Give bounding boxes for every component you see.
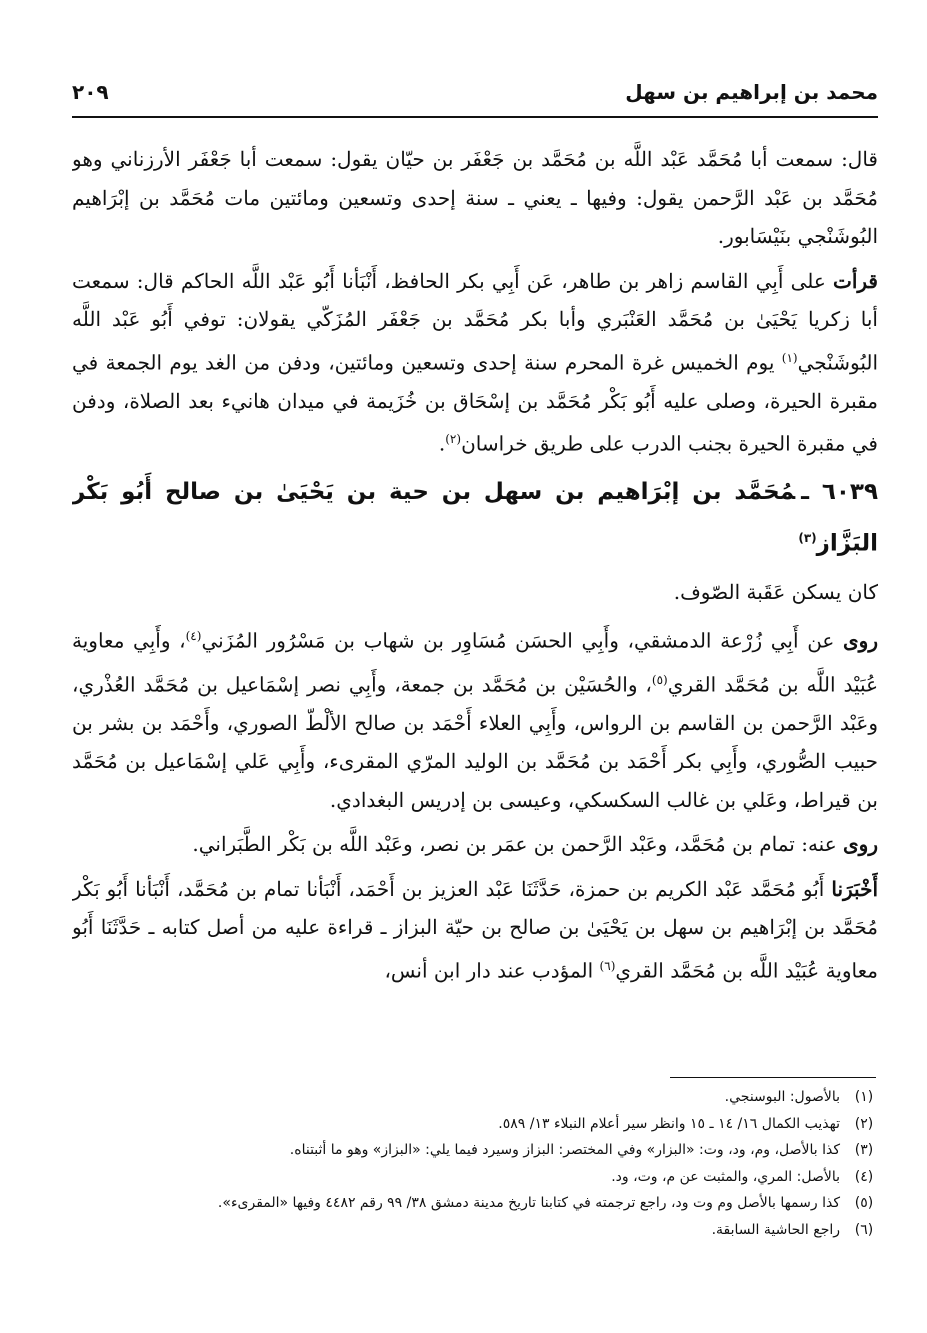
footnote-ref-3: (٣) [798, 531, 817, 546]
paragraph-3: كان يسكن عَقَبة الصّوف. [673, 579, 878, 604]
paragraph-6: أَخْبَرَنا أَبُو مُحَمَّد عَبْد الكريم بن حمزة، حَدَّثَنَا عَبْد العزيز بن أَحْمَد، أَنْبَأنا تمام بن مُحَمَّد، أَنْبَأنا أَبُو بَكْر مُحَمَّد بن إبْرَاهيم بن سهل بن يَحْيَىٰ بن صالح بن حيّة البزاز ـ قراءة عليه من أصل كتابه ـ حَدَّثَنَا أَبُو معاوية عُبَيْد اللَّه بن مُحَمَّد القري$^{(٦)}$ المؤدب عند دار ابن أنس، [72, 876, 878, 983]
footnote-rule [670, 1077, 876, 1078]
footnote-ref-1: (١) [781, 350, 798, 365]
paragraph-4: روى عن أَبِي زُرْعة الدمشقي، وأَبِي الحسَن مُسَاوِر بن شهاب بن مَسْرُور المُزَني$^{(٤)}$، وأَبِي معاوية عُبَيْد اللَّه بن مُحَمَّد القري$^{(٥)}$، والحُسَيْن بن مُحَمَّد بن جمعة، وأَبِي نصر إسْمَاعيل بن مُحَمَّد العُذْري، وعَبْد الرَّحمن بن القاسم بن الرواس، وأَبِي العلاء أَحْمَد بن صالح الألْطّ الصوري، وأَحْمَد بن بشر بن حبيب الصُّوري، وأَبِي بكر أَحْمَد بن مُحَمَّد بن الوليد المرّي المقرىء، وأَبِي عَلي إسْمَاعيل بن مُحَمَّد بن قيراط، وعَلي بن غالب السكسكي، وعيسى بن إدريس البغدادي. [72, 629, 878, 812]
footnote-ref-5: (٥) [651, 672, 668, 687]
entry-number: ٦٠٣٩ ـ [801, 479, 878, 506]
footnote: (٤) بالأصل: المري، والمثبت عن م، وت، ود. [611, 1168, 874, 1185]
paragraph-1: قال: سمعت أبا مُحَمَّد عَبْد اللَّه بن مُحَمَّد بن جَعْفَر بن حيّان يقول: سمعت أبا جَعْفَر الأرزناني وهو مُحَمَّد بن عَبْد الرَّحمن يقول: وفيها ـ يعني ـ سنة إحدى وتسعين ومائتين مات مُحَمَّد بن إبْرَاهيم البُوشَنْجي بنَيْسَابور. [72, 147, 878, 248]
running-header [72, 72, 878, 112]
running-title: محمد بن إبراهيم بن سهل [625, 80, 878, 104]
lead-word: روى [843, 832, 878, 857]
footnote-ref-2: (٢) [445, 432, 462, 447]
paragraph-2: قرأت على أَبِي القاسم زاهر بن طاهر، عَن أَبِي بكر الحافظ، أَنْبَأنا أَبُو عَبْد اللَّه الحاكم قال: سمعت أبا زكريا يَحْيَىٰ بن مُحَمَّد العَنْبَري وأبا بكر مُحَمَّد بن جَعْفَر المُزَكّي يقولان: توفي أَبُو عَبْد اللَّه البُوشَنْجي$^{(١)}$ يوم الخميس غرة المحرم سنة إحدى وتسعين ومائتين، ودفن من الغد يوم الجمعة في مقبرة الحيرة، وصلى عليه أَبُو بَكْر مُحَمَّد بن إسْحَاق بن خُزَيمة في ميدان هانيء بعد الصلاة، ودفن في مقبرة الحيرة بجنب الدرب على طريق خراسان$^{(٢)}$. [72, 268, 878, 456]
footnote-ref-6: (٦) [599, 958, 616, 973]
header-rule [72, 116, 878, 118]
footnote: (٢) تهذيب الكمال ١٦/ ١٤ ـ ١٥ وانظر سير أعلام النبلاء ١٣/ ٥٨٩. [498, 1115, 874, 1132]
page-number: ٢٠٩ [72, 80, 109, 104]
footnote-ref-4: (٤) [185, 629, 202, 644]
footnote: (٦) راجع الحاشية السابقة. [711, 1221, 874, 1238]
footnote: (٣) كذا بالأصل، وم، ود، وت: «البزار» وفي المختصر: البزاز وسيرد فيما يلي: «البزاز» وهو ما أثبتناه. [289, 1142, 874, 1158]
footnotes [72, 1084, 878, 1243]
main-text [72, 140, 878, 1060]
lead-word: روى [843, 629, 878, 654]
lead-word: أَخْبَرَنا [831, 876, 878, 901]
lead-word: قرأت [833, 268, 878, 293]
entry-heading [72, 469, 878, 567]
entry-title: مُحَمَّد بن إبْرَاهيم بن سهل بن حية بن يَحْيَىٰ بن صالح أَبُو بَكْر البَزَّاز [72, 479, 878, 557]
footnote: (٥) كذا رسمها بالأصل وم وت ود، راجع ترجمته في كتابنا تاريخ مدينة دمشق ٣٨/ ٩٩ رقم ٤٤٨٢ وفيها «المقرىء». [217, 1195, 874, 1211]
paragraph-5: روى عنه: تمام بن مُحَمَّد، وعَبْد الرَّحمن بن عمَر بن نصر، وعَبْد اللَّه بن بَكْر الطَّبَراني. [192, 832, 878, 857]
footnote: (١) بالأصول: البوسنجي. [724, 1089, 874, 1105]
